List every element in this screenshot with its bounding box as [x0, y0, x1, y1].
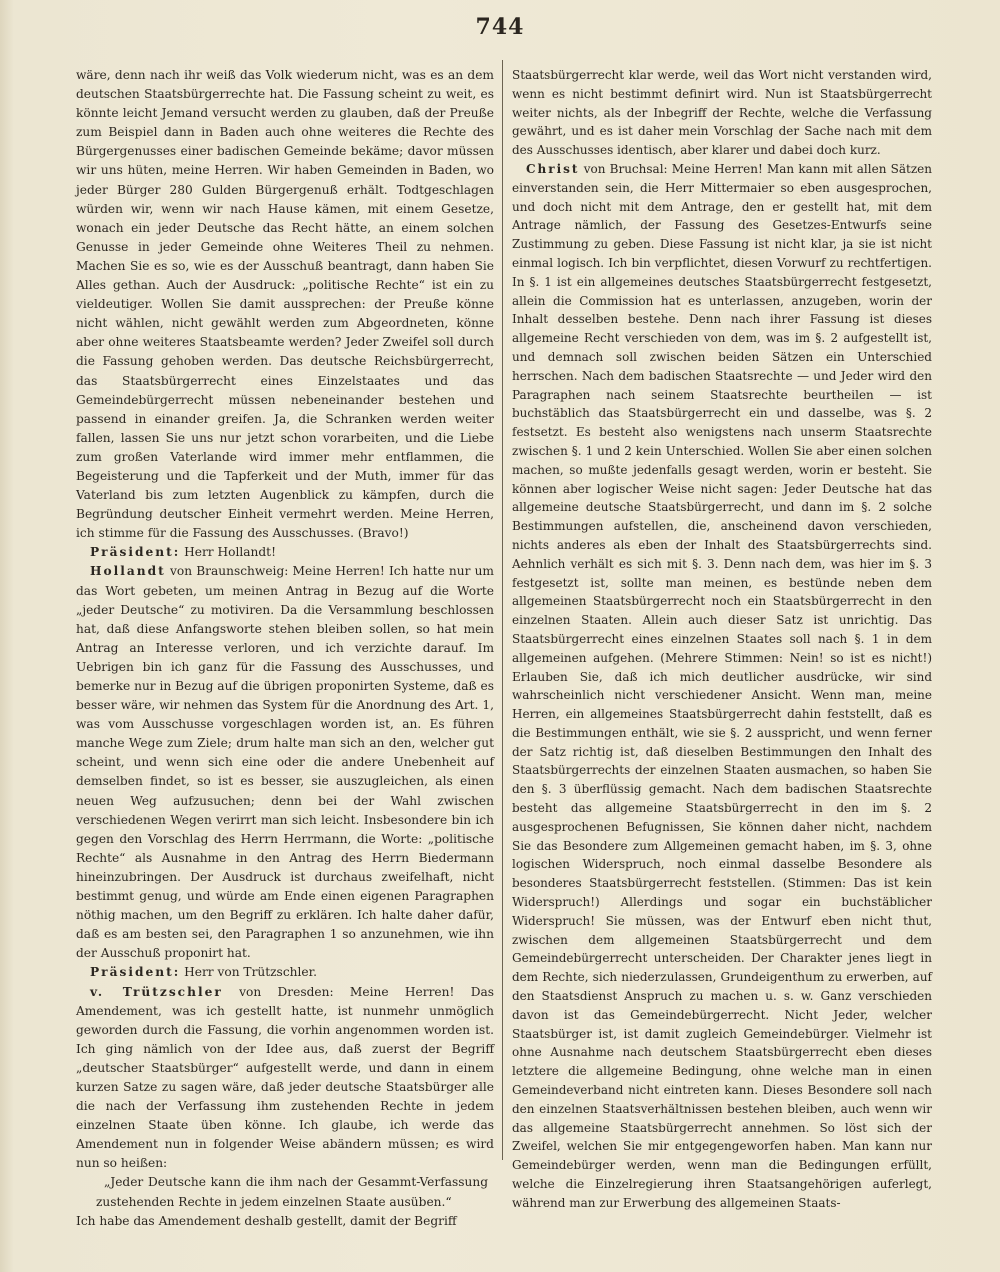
amendment-quote: „Jeder Deutsche kann die ihm nach der Gesammt-Verfassung zustehenden Rechte in jedem einzelnen Staate ausüben.“ [96, 1175, 488, 1209]
paragraph: wäre, denn nach ihr weiß das Volk wiederum nicht, was es an dem deutschen Staatsbürgerrechte hat. Die Fassung scheint zu weit, es könnte leicht Jemand versucht werden zu glauben, daß der Preuße zum Beispiel dann in Baden auch ohne weiteres die Rechte des Bürgergenusses einer badischen Gemeinde bekäme; davor müssen wir uns hüten, meine Herren. Wir haben Gemeinden in Baden, wo jeder Bürger 280 Gulden Bürgergenuß erhält. Todtgeschlagen würden wir, wenn wir nach Hause kämen, mit einem Gesetze, wonach ein jeder Deutsche das Recht hätte, an einem solchen Genusse in jeder Gemeinde ohne Weiteres Theil zu nehmen. Machen Sie es so, wie es der Ausschuß beantragt, dann haben Sie Alles gethan. Auch der Ausdruck: „politische Rechte“ ist ein zu vieldeutiger. Wollen Sie damit aussprechen: der Preuße könne nicht wählen, nicht gewählt werden zum Abgeordneten, könne aber ohne weiteres Staatsbeamte werden? Jeder Zweifel soll durch die Fassung gehoben werden. Das deutsche Reichsbürgerrecht, das Staatsbürgerrecht eines Einzelstaates und das Gemeindebürgerrecht müssen nebeneinander bestehen und passend in einander greifen. Ja, die Schranken werden weiter fallen, lassen Sie uns nur jetzt schon vorarbeiten, und die Liebe zum großen Vaterlande wird immer mehr entflammen, die Begeisterung und die Tapferkeit und der Muth, immer für das Vaterland bis zum letzten Augenblick zu kämpfen, durch die Begründung deutscher Einheit vermehrt werden. Meine Herren, ich stimme für die Fassung des Ausschusses. (Bravo!) [76, 68, 494, 541]
speaker-name: Christ [526, 161, 580, 176]
speaker-paragraph [512, 160, 932, 1213]
speech-text: Herr von Trützschler. [180, 965, 317, 980]
speaker-name: Präsident: [90, 965, 181, 980]
speaker-name: Präsident: [90, 545, 181, 560]
left-column [76, 66, 494, 1231]
speaker-name: Hollandt [90, 564, 166, 579]
paragraph: Staatsbürgerrecht klar werde, weil das Wort nicht verstanden wird, wenn es nicht bestimmt definirt wird. Nun ist Staatsbürgerrecht weiter nichts, als der Inbegriff der Rechte, welche die Verfassung gewährt, und es ist daher mein Vorschlag der Sache nach mit dem des Ausschusses identisch, aber klarer und dabei doch kurz. [512, 68, 932, 158]
speaker-paragraph [76, 543, 494, 562]
speech-text: von Dresden: Meine Herren! Das Amendement, was ich gestellt hatte, ist nunmehr unmöglich geworden durch die Fassung, die vorhin angenommen worden ist. Ich ging nämlich von der Idee aus, daß zuerst der Begriff „deutscher Staatsbürger“ aufgestellt werde, und dann in einem kurzen Satze zu sagen wäre, daß jeder deutsche Staatsbürger alle die nach der Verfassung ihm zustehenden Rechte in jedem einzelnen Staate üben könne. Ich glaube, ich werde das Amendement nun in folgender Weise abändern müssen; es wird nun so heißen: [76, 984, 494, 1171]
speaker-paragraph [76, 562, 494, 963]
column-divider [502, 60, 503, 1160]
speech-text: von Bruchsal: Meine Herren! Man kann mit allen Sätzen einverstanden sein, die Herr Mittermaier so eben ausgesprochen, und doch nicht mit dem Antrage, den er gestellt hat, mit dem Antrage nämlich, der Fassung des Gesetzes-Entwurfs seine Zustimmung zu geben. Diese Fassung ist nicht klar, ja sie ist nicht einmal logisch. Ich bin verpflichtet, diesen Vorwurf zu rechtfertigen. In §. 1 ist ein allgemeines deutsches Staatsbürgerrecht festgesetzt, allein die Commission hat es unterlassen, anzugeben, worin der Inhalt desselben bestehe. Denn nach ihrer Fassung ist dieses allgemeine Recht verschieden von dem, was im §. 2 aufgestellt ist, und demnach soll zwischen beiden Sätzen ein Unterschied herrschen. Nach dem badischen Staatsrechte — und Jeder wird den Paragraphen nach seinem Staatsrechte beurtheilen — ist buchstäblich das Staatsbürgerrecht ein und dasselbe, was §. 2 festsetzt. Es besteht also wenigstens nach unserm Staatsrechte zwischen §. 1 und 2 kein Unterschied. Wollen Sie aber einen solchen machen, so mußte jedenfalls gesagt werden, worin er besteht. Sie können aber logischer Weise nicht sagen: Jeder Deutsche hat das allgemeine deutsche Staatsbürgerrecht, und dann im §. 2 solche Bestimmungen aufstellen, die, anscheinend davon verschieden, nichts anderes als eben der Inhalt des Staatsbürgerrechts sind. Aehnlich verhält es sich mit §. 3. Denn nach dem, was hier im §. 3 festgesetzt ist, sollte man meinen, es bestünde neben dem allgemeinen Staatsbürgerrecht noch ein Staatsbürgerrecht in den einzelnen Staaten. Allein auch dieser Satz ist unrichtig. Das Staatsbürgerrecht eines einzelnen Staates soll nach §. 1 in dem allgemeinen aufgehen. (Mehrere Stimmen: Nein! so ist es nicht!) Erlauben Sie, daß ich mich deutlicher ausdrücke, wir sind wahrscheinlich nicht verschiedener Ansicht. Wenn man, meine Herren, ein allgemeines Staatsbürgerrecht dahin feststellt, daß es die Bestimmungen enthält, wie sie §. 2 ausspricht, und wenn ferner der Satz richtig ist, daß dieselben Bestimmungen den Inhalt des Staatsbürgerrechts der einzelnen Staaten ausmachen, so haben Sie den §. 3 überflüssig gemacht. Nach dem badischen Staatsrechte besteht das allgemeine Staatsbürgerrecht in den im §. 2 ausgesprochenen Befugnissen, Sie können daher nicht, nachdem Sie das Besondere zum Allgemeinen gemacht haben, im §. 3, ohne logischen Widerspruch, noch einmal dasselbe Besondere als besonderes Staatsbürgerrecht feststellen. (Stimmen: Das ist kein Widerspruch!) Allerdings und sogar ein buchstäblicher Widerspruch! Sie müssen, was der Entwurf eben nicht thut, zwischen dem allgemeinen Staatsbürgerrecht und dem Gemeindebürgerrecht unterscheiden. Der Charakter jenes liegt in dem Rechte, sich niederzulassen, Grundeigenthum zu erwerben, auf den Staatsdienst Anspruch zu machen u. s. w. Ganz verschieden davon ist das Gemeindebürgerrecht. Nicht Jeder, welcher Staatsbürger ist, ist damit zugleich Gemeindebürger. Vielmehr ist ohne Ausnahme nach deutschem Staatsbürgerrecht eben dieses letztere die allgemeine Bedingung, ohne welche man in einen Gemeindeverband nicht eintreten kann. Dieses Besondere soll nach den einzelnen Staatsverhältnissen bestehen bleiben, auch wenn wir das allgemeine Staatsbürgerrecht annehmen. So löst sich der Zweifel, welchen Sie mir entgegengeworfen haben. Man kann nur Gemeindebürger werden, wenn man die Bedingungen erfüllt, welche die Einzelregierung ihren Staatsangehörigen auferlegt, während man zur Erwerbung des allgemeinen Staats- [512, 161, 932, 1210]
page-number: 744 [475, 14, 525, 40]
speaker-paragraph [76, 983, 494, 1174]
speech-text: von Braunschweig: Meine Herren! Ich hatte nur um das Wort gebeten, um meinen Antrag in Bezug auf die Worte „jeder Deutsche“ zu motiviren. Da die Versammlung beschlossen hat, daß diese Anfangsworte stehen bleiben sollen, so hat mein Antrag an Interesse verloren, und ich verzichte darauf. Im Uebrigen bin ich ganz für die Fassung des Ausschusses, und bemerke nur in Bezug auf die übrigen proponirten Systeme, daß es besser wäre, wir nehmen das System für die Anordnung des Art. 1, was vom Ausschusse vorgeschlagen worden ist, an. Es führen manche Wege zum Ziele; drum halte man sich an den, welcher gut scheint, und wenn sich eine oder die andere Unebenheit auf demselben findet, so ist es besser, sie auszugleichen, als einen neuen Weg aufzusuchen; denn bei der Wahl zwischen verschiedenen Wegen verirrt man sich leicht. Insbesondere bin ich gegen den Vorschlag des Herrn Herrmann, die Worte: „politische Rechte“ als Ausnahme in den Antrag des Herrn Biedermann hineinzubringen. Der Ausdruck ist durchaus zweifelhaft, nicht bestimmt genug, und würde am Ende einen eigenen Paragraphen nöthig machen, um den Begriff zu erklären. Ich halte daher dafür, daß es am besten sei, den Paragraphen 1 so anzunehmen, wie ihn der Ausschuß proponirt hat. [76, 564, 494, 961]
right-column [512, 66, 932, 1213]
speaker-name: v. Trützschler [90, 984, 223, 999]
speech-text: Herr Hollandt! [180, 545, 276, 560]
paragraph: Ich habe das Amendement deshalb gestellt, damit der Begriff [76, 1213, 457, 1228]
speaker-paragraph [76, 963, 494, 982]
